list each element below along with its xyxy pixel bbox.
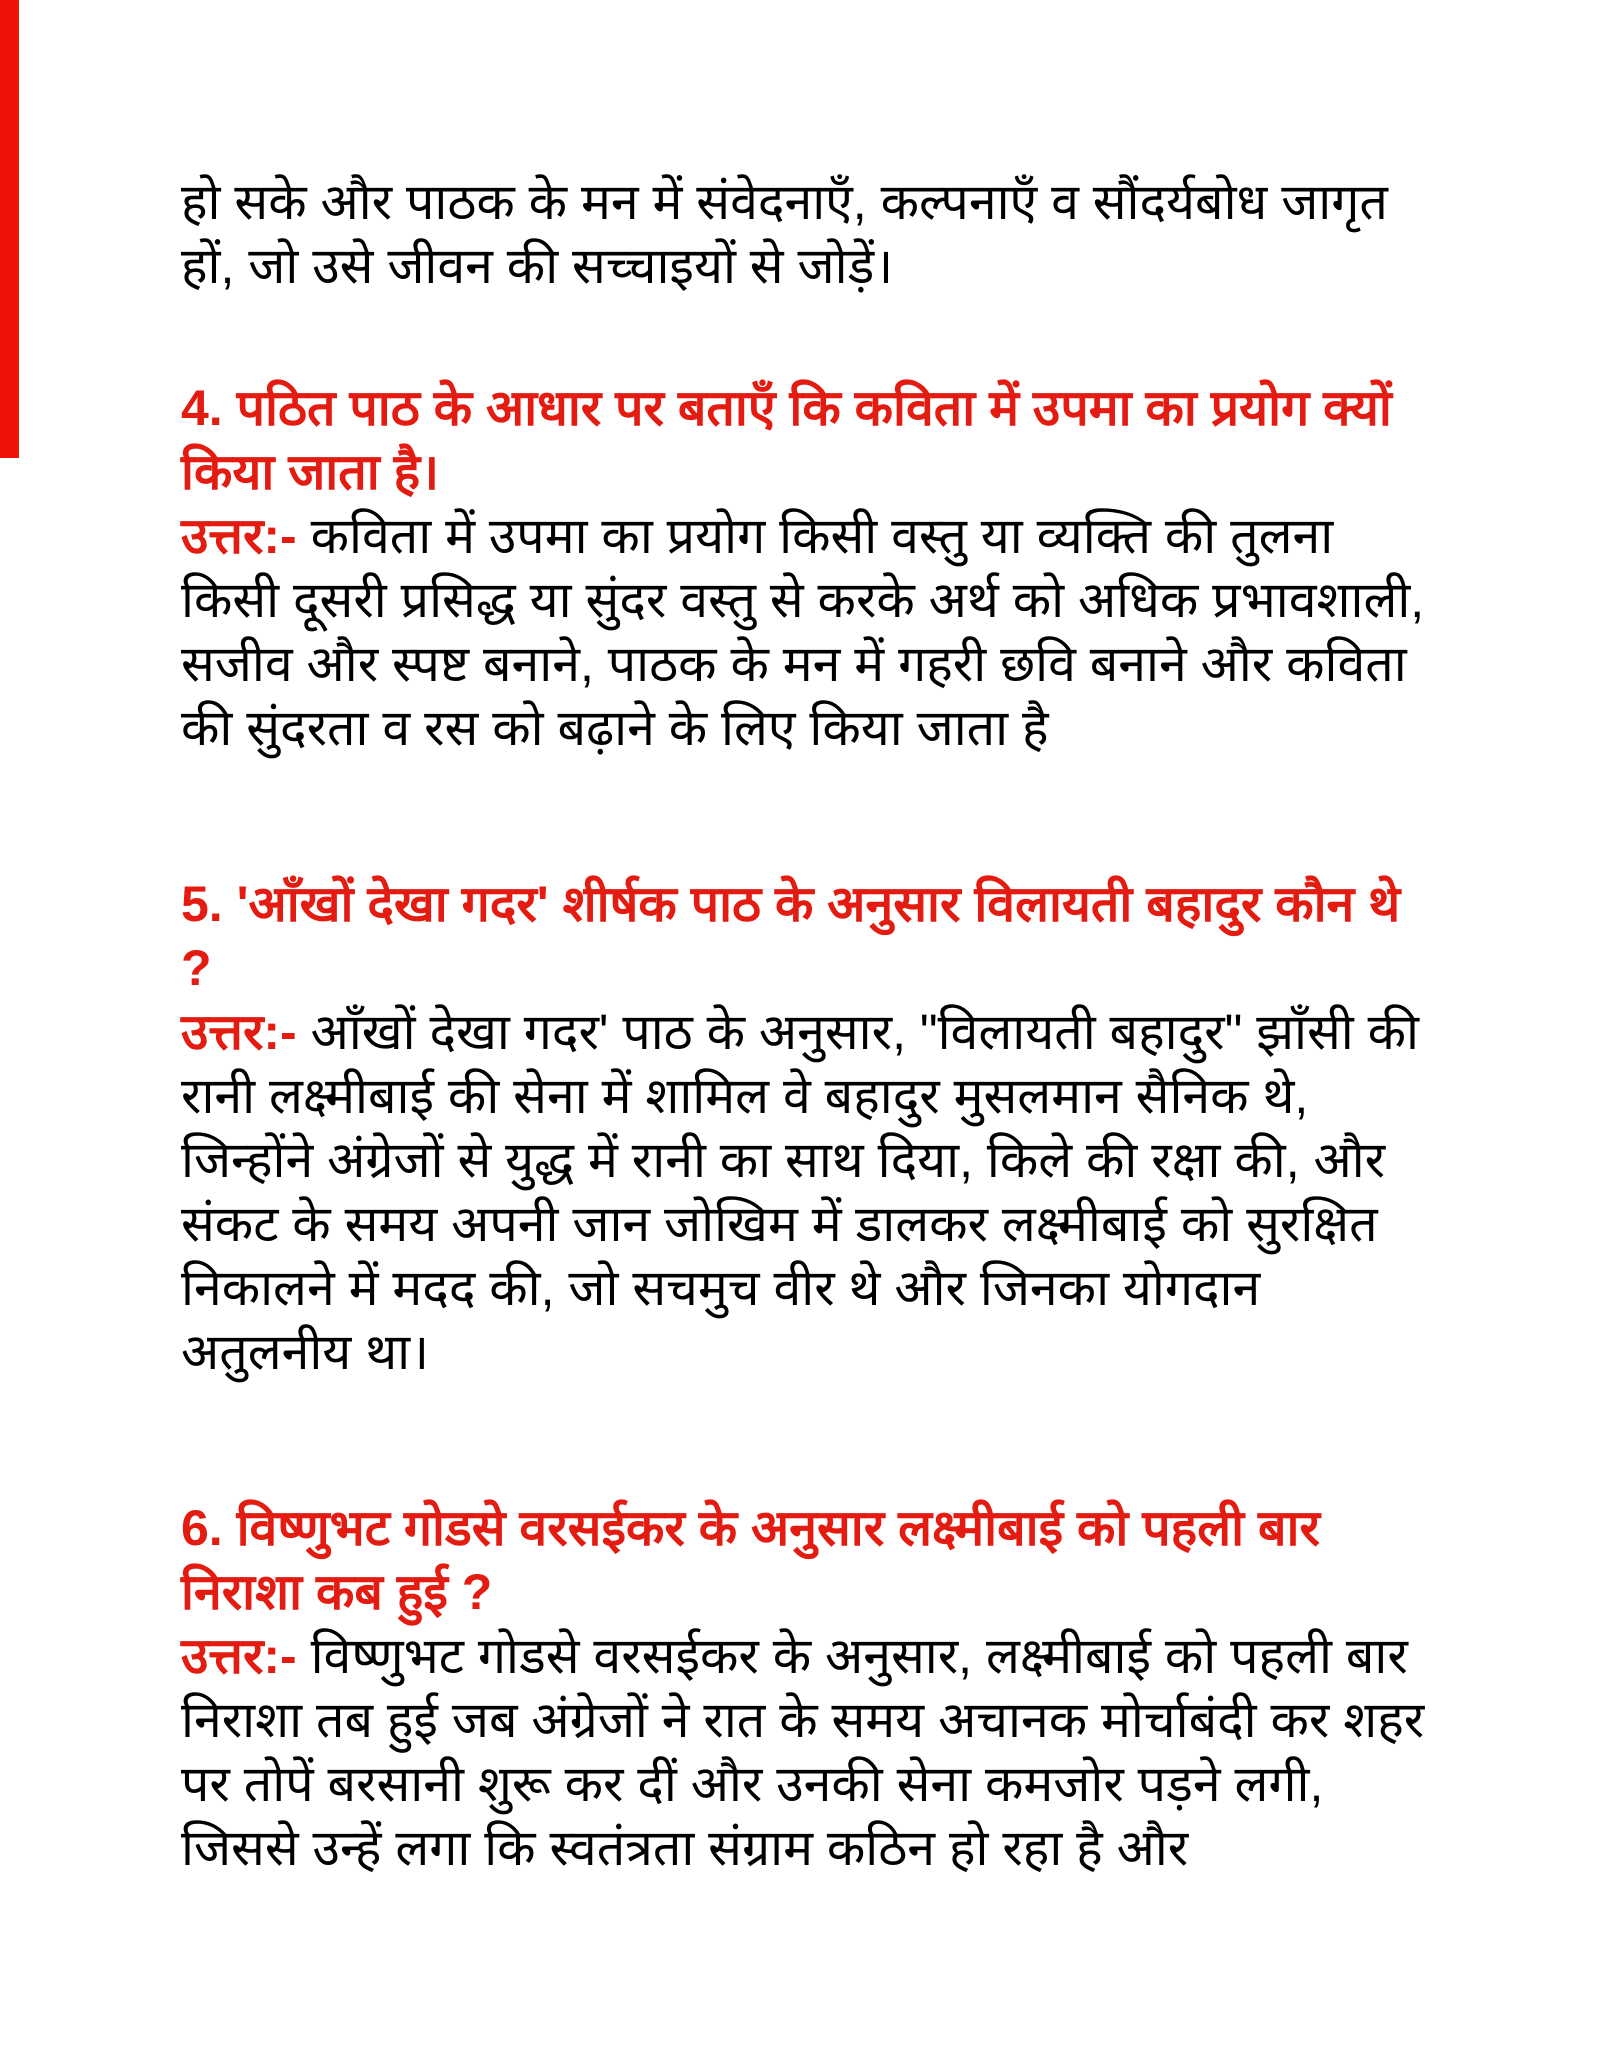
answer-paragraph-4 bbox=[181, 504, 1439, 760]
question-number-6: 6. bbox=[181, 1500, 223, 1556]
left-margin-red-bar bbox=[0, 0, 19, 458]
qa-block-4 bbox=[181, 376, 1439, 760]
answer-label-4: उत्तर:- bbox=[181, 508, 297, 564]
qa-block-5 bbox=[181, 872, 1439, 1384]
answer-text-4: कविता में उपमा का प्रयोग किसी वस्तु या व्यक्ति की तुलना किसी दूसरी प्रसिद्ध या सुंदर वस्तु से करके अर्थ को अधिक प्रभावशाली, सजीव और स्पष्ट बनाने, पाठक के मन में गहरी छवि बनाने और कविता की सुंदरता व रस को बढ़ाने के लिए किया जाता है bbox=[181, 508, 1425, 756]
answer-label-6: उत्तर:- bbox=[181, 1628, 297, 1684]
answer-text-5: आँखों देखा गदर' पाठ के अनुसार, "विलायती बहादुर" झाँसी की रानी लक्ष्मीबाई की सेना में शामिल वे बहादुर मुसलमान सैनिक थे, जिन्होंने अंग्रेजों से युद्ध में रानी का साथ दिया, किले की रक्षा की, और संकट के समय अपनी जान जोखिम में डालकर लक्ष्मीबाई को सुरक्षित निकालने में मदद की, जो सचमुच वीर थे और जिनका योगदान अतुलनीय था। bbox=[181, 1004, 1419, 1380]
question-number-4: 4. bbox=[181, 380, 223, 436]
question-heading-6 bbox=[181, 1496, 1439, 1624]
answer-text-6: विष्णुभट गोडसे वरसईकर के अनुसार, लक्ष्मीबाई को पहली बार निराशा तब हुई जब अंग्रेजों ने रात के समय अचानक मोर्चाबंदी कर शहर पर तोपें बरसानी शुरू कर दीं और उनकी सेना कमजोर पड़ने लगी, जिससे उन्हें लगा कि स्वतंत्रता संग्राम कठिन हो रहा है और bbox=[181, 1628, 1425, 1876]
answer-paragraph-6 bbox=[181, 1624, 1439, 1880]
question-heading-5 bbox=[181, 872, 1439, 1000]
answer-label-5: उत्तर:- bbox=[181, 1004, 297, 1060]
question-heading-4 bbox=[181, 376, 1439, 504]
question-number-5: 5. bbox=[181, 876, 223, 932]
document-content bbox=[181, 170, 1439, 1880]
question-text-5: 'आँखों देखा गदर' शीर्षक पाठ के अनुसार विलायती बहादुर कौन थे ? bbox=[181, 876, 1401, 996]
qa-block-6 bbox=[181, 1496, 1439, 1880]
intro-paragraph: हो सके और पाठक के मन में संवेदनाएँ, कल्पनाएँ व सौंदर्यबोध जागृत हों, जो उसे जीवन की सच्चाइयों से जोड़ें। bbox=[181, 174, 1388, 294]
question-text-6: विष्णुभट गोडसे वरसईकर के अनुसार लक्ष्मीबाई को पहली बार निराशा कब हुई ? bbox=[181, 1500, 1320, 1620]
question-text-4: पठित पाठ के आधार पर बताएँ कि कविता में उपमा का प्रयोग क्यों किया जाता है। bbox=[181, 380, 1392, 500]
answer-paragraph-5 bbox=[181, 1000, 1439, 1384]
